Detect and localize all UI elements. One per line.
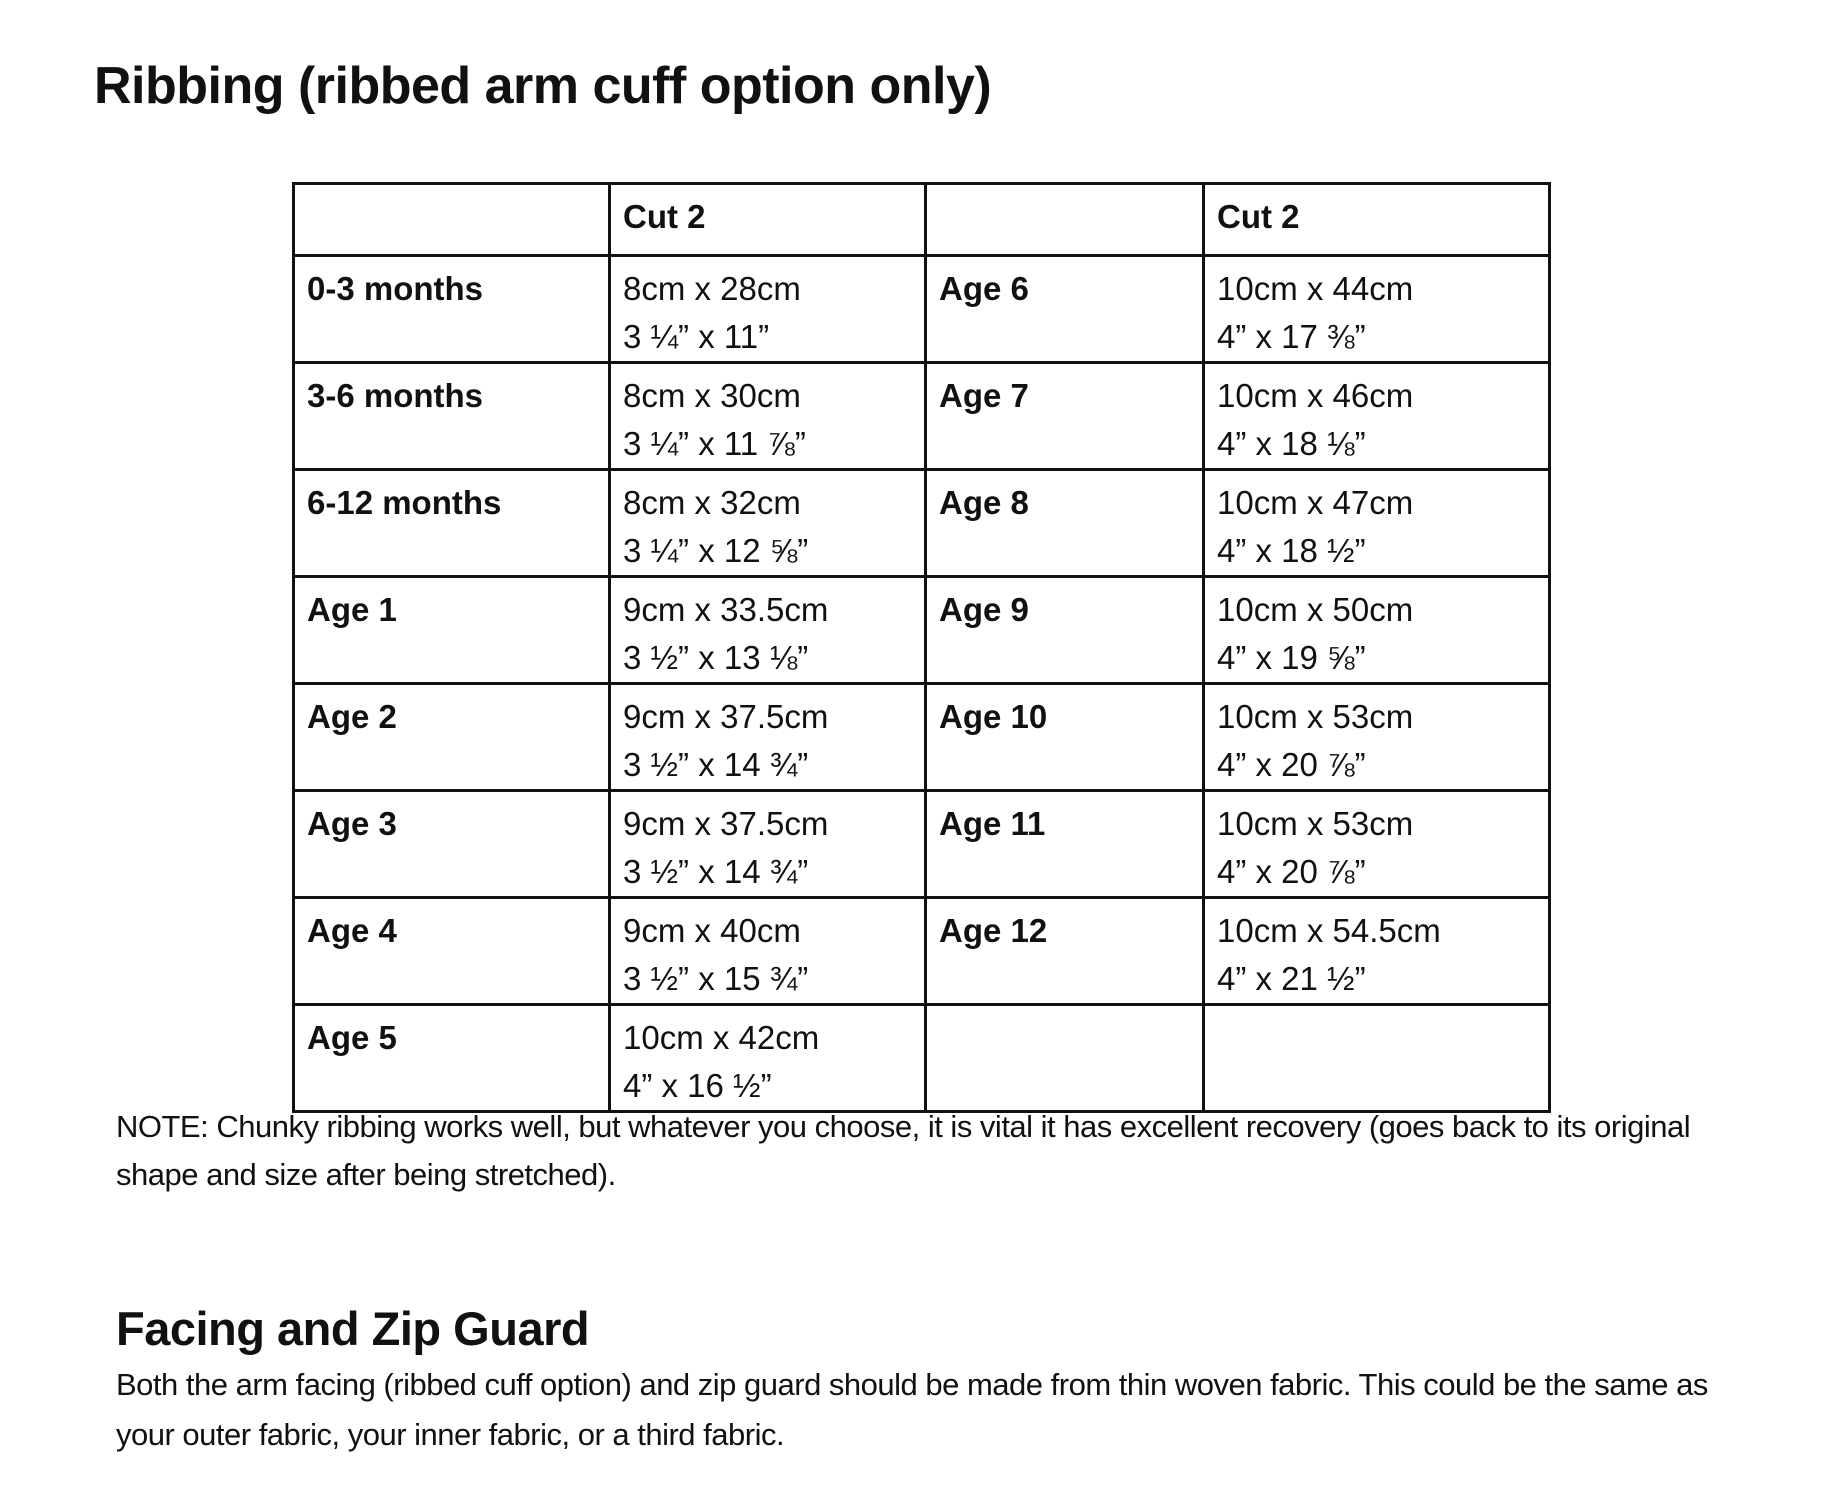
size-measurement: [1204, 1005, 1550, 1112]
measurement-cm: 10cm x 46cm: [1217, 377, 1414, 414]
size-label: Age 5: [294, 1005, 610, 1112]
header-cell: [926, 184, 1204, 256]
measurement-cm: 10cm x 53cm: [1217, 805, 1414, 842]
size-measurement: [610, 470, 926, 577]
size-label: Age 8: [926, 470, 1204, 577]
size-measurement: [610, 684, 926, 791]
size-label: Age 6: [926, 256, 1204, 363]
ribbing-note: NOTE: Chunky ribbing works well, but whatever you choose, it is vital it has excellent recovery (goes back to its original shape and size after being stretched).: [116, 1109, 1691, 1192]
ribbing-size-table: [292, 182, 1551, 1113]
measurement-cm: 10cm x 54.5cm: [1217, 912, 1441, 949]
size-measurement: [1204, 256, 1550, 363]
measurement-cm: 9cm x 33.5cm: [623, 591, 829, 628]
measurement-in: 3 ¼” x 11 ⅞”: [623, 425, 806, 462]
size-label: 0-3 months: [294, 256, 610, 363]
facing-description: Both the arm facing (ribbed cuff option) and zip guard should be made from thin woven fabric. This could be the same as your outer fabric, your inner fabric, or a third fabric.: [116, 1367, 1708, 1452]
table-row: [294, 363, 1550, 470]
size-label: Age 11: [926, 791, 1204, 898]
table-row: [294, 791, 1550, 898]
section-title-facing: Facing and Zip Guard: [116, 1302, 590, 1355]
measurement-in: 4” x 16 ½”: [623, 1067, 772, 1104]
measurement-in: 3 ½” x 13 ⅛”: [623, 639, 809, 676]
section-title-ribbing: Ribbing (ribbed arm cuff option only): [94, 57, 992, 115]
size-measurement: [610, 256, 926, 363]
size-measurement: [1204, 577, 1550, 684]
header-cell: [294, 184, 610, 256]
header-cell: Cut 2: [1204, 184, 1550, 256]
measurement-in: 3 ½” x 14 ¾”: [623, 746, 809, 783]
table-row: [294, 898, 1550, 1005]
measurement-in: 4” x 18 ½”: [1217, 532, 1366, 569]
size-measurement: [1204, 898, 1550, 1005]
measurement-cm: 10cm x 53cm: [1217, 698, 1414, 735]
size-label: [926, 1005, 1204, 1112]
measurement-cm: 10cm x 47cm: [1217, 484, 1414, 521]
table-header-row: [294, 184, 1550, 256]
size-measurement: [610, 898, 926, 1005]
table-row: [294, 577, 1550, 684]
size-label: Age 10: [926, 684, 1204, 791]
table-row: [294, 256, 1550, 363]
measurement-cm: 8cm x 30cm: [623, 377, 801, 414]
measurement-in: 4” x 17 ⅜”: [1217, 318, 1366, 355]
measurement-in: 4” x 20 ⅞”: [1217, 746, 1366, 783]
measurement-cm: 9cm x 40cm: [623, 912, 801, 949]
table-row: [294, 470, 1550, 577]
size-label: Age 2: [294, 684, 610, 791]
table-row: [294, 1005, 1550, 1112]
size-label: 6-12 months: [294, 470, 610, 577]
table-row: [294, 684, 1550, 791]
size-label: Age 4: [294, 898, 610, 1005]
measurement-cm: 10cm x 44cm: [1217, 270, 1414, 307]
measurement-cm: 8cm x 28cm: [623, 270, 801, 307]
size-measurement: [610, 363, 926, 470]
header-cell: Cut 2: [610, 184, 926, 256]
size-measurement: [1204, 470, 1550, 577]
measurement-cm: 8cm x 32cm: [623, 484, 801, 521]
size-measurement: [1204, 363, 1550, 470]
measurement-cm: 10cm x 42cm: [623, 1019, 820, 1056]
measurement-cm: 10cm x 50cm: [1217, 591, 1414, 628]
size-label: Age 12: [926, 898, 1204, 1005]
size-measurement: [610, 791, 926, 898]
size-label: Age 7: [926, 363, 1204, 470]
measurement-in: 4” x 20 ⅞”: [1217, 853, 1366, 890]
measurement-in: 3 ½” x 15 ¾”: [623, 960, 809, 997]
size-measurement: [1204, 791, 1550, 898]
size-measurement: [1204, 684, 1550, 791]
measurement-in: 3 ¼” x 11”: [623, 318, 770, 355]
measurement-in: 4” x 21 ½”: [1217, 960, 1366, 997]
measurement-in: 4” x 18 ⅛”: [1217, 425, 1366, 462]
measurement-cm: 9cm x 37.5cm: [623, 698, 829, 735]
measurement-in: 3 ½” x 14 ¾”: [623, 853, 809, 890]
measurement-in: 3 ¼” x 12 ⅝”: [623, 532, 809, 569]
measurement-in: 4” x 19 ⅝”: [1217, 639, 1366, 676]
size-label: Age 9: [926, 577, 1204, 684]
size-label: Age 1: [294, 577, 610, 684]
size-measurement: [610, 1005, 926, 1112]
size-label: Age 3: [294, 791, 610, 898]
size-label: 3-6 months: [294, 363, 610, 470]
measurement-cm: 9cm x 37.5cm: [623, 805, 829, 842]
size-measurement: [610, 577, 926, 684]
